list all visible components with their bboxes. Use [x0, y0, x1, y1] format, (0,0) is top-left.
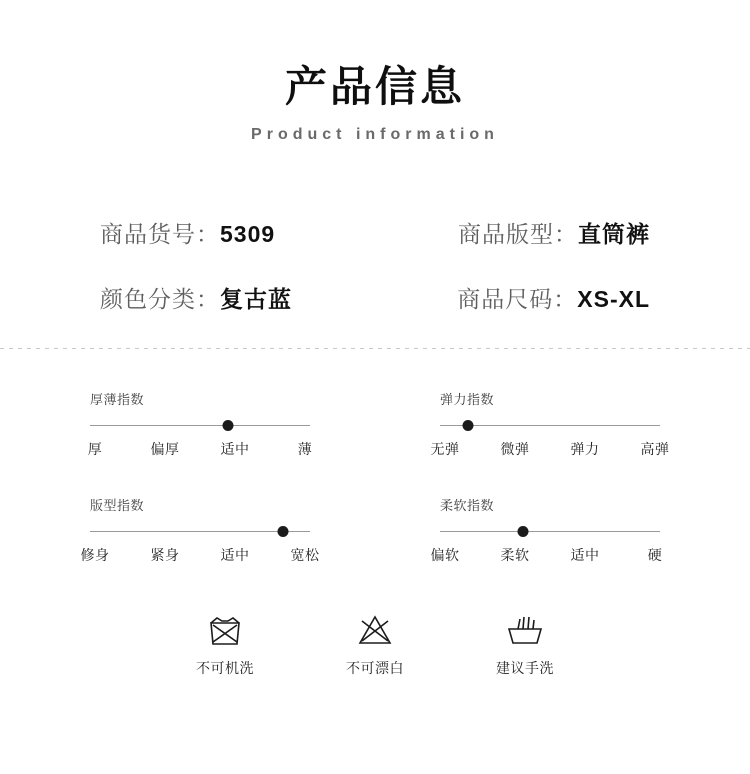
meter-label: 薄 — [297, 441, 313, 458]
meter-indicator-dot — [222, 420, 233, 431]
meter-labels — [60, 545, 340, 565]
no-bleach-icon — [320, 607, 430, 651]
care-label: 不可漂白 — [346, 660, 404, 677]
info-value: 5309 — [220, 221, 276, 248]
page-title: 产品信息 — [284, 63, 465, 110]
meter-fit — [60, 495, 340, 565]
meter-label: 偏软 — [430, 547, 460, 564]
info-value: 复古蓝 — [220, 286, 292, 313]
meter-label: 修身 — [80, 547, 110, 564]
meter-label: 无弹 — [430, 441, 460, 458]
meter-label: 紧身 — [150, 547, 180, 564]
page-subtitle: Product information — [251, 126, 499, 144]
meter-thickness — [60, 389, 340, 459]
care-label: 不可机洗 — [196, 660, 254, 677]
meter-elasticity — [410, 389, 690, 459]
info-item-fit-type — [438, 216, 650, 249]
meter-line — [440, 531, 660, 532]
meter-track — [440, 419, 660, 433]
meter-label: 高弹 — [640, 441, 670, 458]
meter-label: 弹力 — [570, 441, 600, 458]
meter-indicator-dot — [462, 420, 473, 431]
page-header — [0, 0, 750, 144]
info-value: 直筒裤 — [578, 221, 650, 248]
care-item-no-machine-wash — [170, 607, 280, 678]
meter-line — [90, 425, 310, 426]
meter-labels — [60, 439, 340, 459]
meter-title: 厚薄指数 — [90, 392, 145, 408]
meter-title: 柔软指数 — [440, 498, 495, 514]
meter-label: 适中 — [570, 547, 600, 564]
info-label: 商品版型： — [458, 221, 578, 248]
meter-labels — [410, 545, 690, 565]
meter-title: 弹力指数 — [440, 392, 495, 408]
info-label: 商品货号： — [100, 221, 220, 248]
meter-line — [440, 425, 660, 426]
meter-label: 硬 — [647, 547, 663, 564]
section-divider — [0, 348, 750, 349]
meter-label: 适中 — [220, 547, 250, 564]
meter-track — [90, 419, 310, 433]
meter-label: 微弹 — [500, 441, 530, 458]
meter-label: 偏厚 — [150, 441, 180, 458]
meter-title: 版型指数 — [90, 498, 145, 514]
meter-label: 适中 — [220, 441, 250, 458]
care-item-hand-wash — [470, 607, 580, 678]
info-item-size — [437, 281, 650, 314]
meter-indicator-dot — [277, 526, 288, 537]
care-item-no-bleach — [320, 607, 430, 678]
hand-wash-icon — [470, 607, 580, 651]
product-info-block — [0, 216, 750, 314]
info-label: 商品尺码： — [457, 286, 578, 313]
info-item-article-number — [100, 216, 275, 249]
meter-label: 厚 — [87, 441, 103, 458]
meter-indicator-dot — [517, 526, 528, 537]
meter-track — [440, 525, 660, 539]
care-instructions — [0, 607, 750, 678]
info-label: 颜色分类： — [100, 286, 220, 313]
meter-label: 柔软 — [500, 547, 530, 564]
no-machine-wash-icon — [170, 607, 280, 651]
info-item-color — [100, 281, 292, 314]
meter-label: 宽松 — [290, 547, 320, 564]
meter-labels — [410, 439, 690, 459]
index-meters — [0, 389, 750, 565]
meter-softness — [410, 495, 690, 565]
meter-track — [90, 525, 310, 539]
info-row — [100, 281, 650, 314]
info-row — [100, 216, 650, 249]
care-label: 建议手洗 — [496, 660, 554, 677]
info-value: XS-XL — [577, 286, 650, 313]
